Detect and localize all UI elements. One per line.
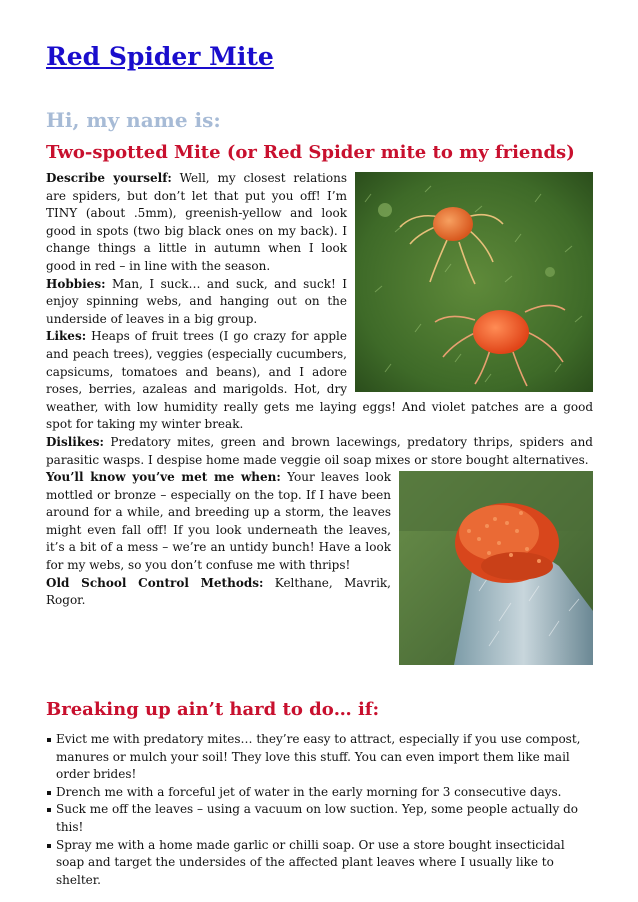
list-item: Suck me off the leaves – using a vacuum on low suction. Yep, some people actually do this!	[56, 801, 593, 836]
describe-text: Well, my closest relations are spiders, but don’t let that put you off! I’m TINY (about .5mm), greenish-yellow and look good in spots (two big black ones on my back). I change things a little in autumn when I look good in red – in line with the season.	[46, 171, 347, 273]
breakup-list	[46, 731, 593, 889]
hobbies-label: Hobbies:	[46, 276, 106, 291]
hobbies-text: Man, I suck… and suck, and suck! I enjoy spinning webs, and hanging out on the underside of leaves in a big group.	[46, 276, 347, 326]
likes-text: Heaps of fruit trees (I go crazy for apple and peach trees), veggies (especially cucumbers, capsicums, tomatoes and beans), and I adore roses, berries, azaleas and marigolds. Hot, dry weather, with low humidity really gets me laying eggs! And violet patches are a good spot for taking my winter break.	[46, 329, 593, 432]
dislikes-paragraph	[46, 434, 593, 469]
mite-name-heading: Two-spotted Mite (or Red Spider mite to my friends)	[46, 142, 575, 163]
list-item: Drench me with a forceful jet of water in the early morning for 3 consecutive days.	[56, 784, 593, 802]
page-title-link[interactable]: Red Spider Mite	[46, 42, 274, 71]
page-title	[46, 38, 593, 76]
intro-heading: Hi, my name is:	[46, 108, 221, 132]
dislikes-label: Dislikes:	[46, 434, 104, 449]
dislikes-text: Predatory mites, green and brown lacewings, predatory thrips, spiders and parasitic wasps. I despise home made veggie oil soap mixes or store bought alternatives.	[46, 434, 593, 467]
describe-label: Describe yourself:	[46, 171, 172, 185]
breakup-heading: Breaking up ain’t hard to do… if:	[46, 699, 380, 721]
control-label: Old School Control Methods:	[46, 575, 264, 590]
likes-label: Likes:	[46, 329, 87, 344]
list-item: Evict me with predatory mites… they’re easy to attract, especially if you use compost, manures or mulch your soil! They love this stuff. You can even import them like mail order brides!	[56, 731, 593, 784]
mite-colony-photo	[399, 471, 593, 665]
know-label: You’ll know you’ve met me when:	[46, 470, 281, 485]
know-text: Your leaves look mottled or bronze – especially on the top. If I have been around for a while, and breeding up a storm, the leaves might even fall off! If you look underneath the leaves, it’s a bit of a mess – we’re an untidy bunch! Have a look for my webs, so you don’t confuse me with thrips!	[46, 470, 391, 573]
two-mites-photo	[355, 172, 593, 392]
control-text: Kelthane, Mavrik, Rogor.	[46, 575, 391, 608]
list-item: Spray me with a home made garlic or chilli soap. Or use a store bought insecticidal soap and target the undersides of the affected plant leaves where I usually like to shelter.	[56, 837, 593, 890]
